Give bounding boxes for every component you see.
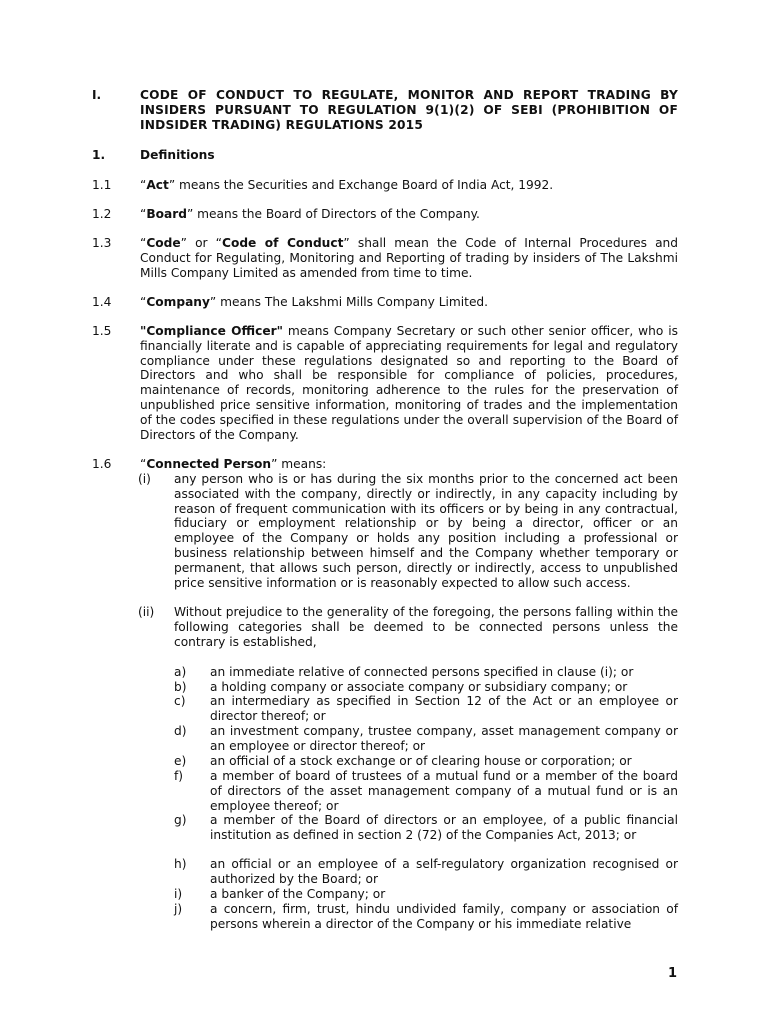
list-item-letter: i) bbox=[174, 887, 183, 901]
heading-title: CODE OF CONDUCT TO REGULATE, MONITOR AND REPORT TRADING BY INSIDERS PURSUANT TO REGULATION 9(1)(2) OF SEBI (PROHIBITION OF INDSIDER TRADING) REGULATIONS 2015 bbox=[140, 88, 678, 132]
list-item-letter: g) bbox=[174, 813, 187, 827]
list-item-text: an immediate relative of connected persons specified in clause (i); or bbox=[210, 665, 634, 679]
heading-number: I. bbox=[92, 88, 102, 102]
list-item-letter: j) bbox=[174, 902, 183, 916]
definition-text: “Act” means the Securities and Exchange Board of India Act, 1992. bbox=[140, 178, 554, 192]
section-title: Definitions bbox=[140, 148, 215, 162]
definition-text: “Company” means The Lakshmi Mills Company Limited. bbox=[140, 295, 489, 309]
sub-clause-number: (ii) bbox=[138, 605, 155, 619]
sub-clause-text: Without prejudice to the generality of the foregoing, the persons falling within the following categories shall be deemed to be connected persons unless the contrary is established, bbox=[174, 605, 678, 649]
list-item-text: a banker of the Company; or bbox=[210, 887, 386, 901]
list-item-letter: c) bbox=[174, 694, 186, 708]
definition-text: “Connected Person” means: bbox=[140, 457, 327, 471]
definition-text: "Compliance Officer" means Company Secretary or such other senior officer, who is financially literate and is capable of appreciating requirements for legal and regulatory compliance under these regulations designated so and reporting to the Board of Directors and who shall be responsible for compliance of policies, procedures, maintenance of records, monitoring adherence to the rules for the preservation of unpublished price sensitive information, monitoring of trades and the implementation of the codes specified in these regulations under the overall supervision of the Board of Directors of the Company. bbox=[140, 324, 678, 442]
list-item-letter: h) bbox=[174, 857, 187, 871]
list-item-letter: d) bbox=[174, 724, 187, 738]
page-number: 1 bbox=[668, 966, 678, 981]
list-item-text: a member of the Board of directors or an employee, of a public financial institution as defined in section 2 (72) of the Companies Act, 2013; or bbox=[210, 813, 678, 842]
list-item-letter: e) bbox=[174, 754, 187, 768]
definition-term: Company bbox=[146, 295, 210, 309]
list-item-letter: b) bbox=[174, 680, 187, 694]
definition-number: 1.3 bbox=[92, 236, 112, 250]
definition-number: 1.1 bbox=[92, 178, 112, 192]
list-item-text: an investment company, trustee company, asset management company or an employee or director thereof; or bbox=[210, 724, 678, 753]
definition-number: 1.2 bbox=[92, 207, 112, 221]
definition-term: Connected Person bbox=[146, 457, 272, 471]
sub-clause-number: (i) bbox=[138, 472, 151, 486]
definition-text: “Board” means the Board of Directors of the Company. bbox=[140, 207, 480, 221]
list-item-text: a holding company or associate company or subsidiary company; or bbox=[210, 680, 628, 694]
list-item-letter: f) bbox=[174, 769, 184, 783]
list-item-text: a concern, firm, trust, hindu undivided family, company or association of persons wherein a director of the Company or his immediate relative bbox=[210, 902, 678, 931]
list-item-letter: a) bbox=[174, 665, 187, 679]
definition-term: Act bbox=[146, 178, 169, 192]
section-number: 1. bbox=[92, 148, 106, 162]
definition-term: Board bbox=[146, 207, 187, 221]
definition-number: 1.4 bbox=[92, 295, 112, 309]
list-item-text: an official or an employee of a self-regulatory organization recognised or authorized by the Board; or bbox=[210, 857, 678, 886]
definition-number: 1.5 bbox=[92, 324, 112, 338]
list-item-text: a member of board of trustees of a mutual fund or a member of the board of directors of the asset management company of a mutual fund or is an employee thereof; or bbox=[210, 769, 678, 813]
definition-text: “Code” or “Code of Conduct” shall mean the Code of Internal Procedures and Conduct for Regulating, Monitoring and Reporting of trading by insiders of The Lakshmi Mills Company Limited as amended from time to time. bbox=[140, 236, 678, 280]
sub-clause-text: any person who is or has during the six months prior to the concerned act been associated with the company, directly or indirectly, in any capacity including by reason of frequent communication with its officers or by being in any contractual, fiduciary or employment relationship or by being a director, officer or an employee of the Company or holds any position including a professional or business relationship between himself and the Company whether temporary or permanent, that allows such person, directly or indirectly, access to unpublished price sensitive information or is reasonably expected to allow such access. bbox=[174, 472, 678, 590]
definition-term: Code bbox=[146, 236, 181, 250]
definition-term: "Compliance Officer" bbox=[140, 324, 283, 338]
definition-term: Code of Conduct bbox=[222, 236, 344, 250]
list-item-text: an official of a stock exchange or of clearing house or corporation; or bbox=[210, 754, 632, 768]
list-item-text: an intermediary as specified in Section 12 of the Act or an employee or director thereof; or bbox=[210, 694, 678, 723]
definition-number: 1.6 bbox=[92, 457, 112, 471]
